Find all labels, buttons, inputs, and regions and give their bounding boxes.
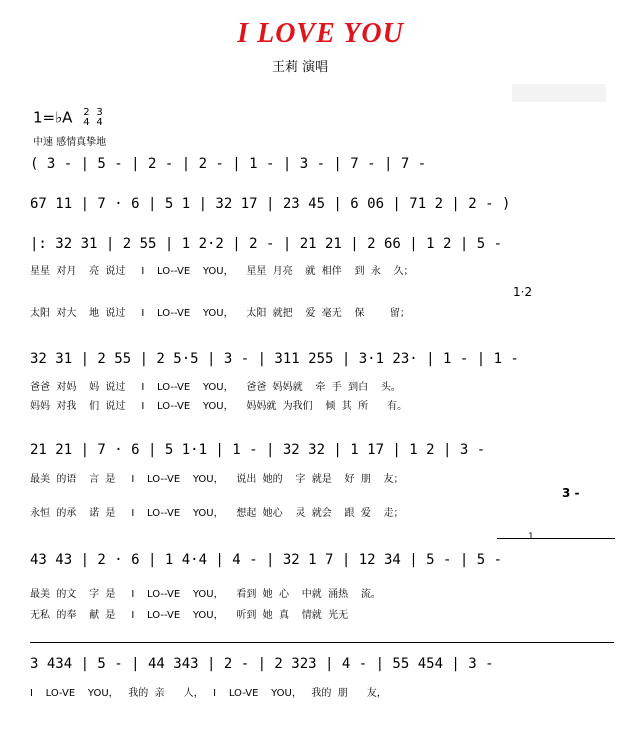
key-label: 1=♭A [33,108,73,127]
volta-bracket [497,538,615,539]
meter-b [96,108,102,128]
lyric-row-5a: 最美 的语 言 是 I LO--VE YOU， 说出 她的 字 就是 好 朋 友； [30,474,404,485]
meter-a-num: 2 [83,107,90,118]
alt-ending: 1·2 [513,285,533,299]
score-row-5: 21 21 | 7 · 6 | 5 1·1 | 1 - | 32 32 | 1 17 | 1 2 | 3 - [30,442,486,458]
performer-credit: 王莉 演唱 [272,60,329,75]
score-row-3: |: 32 31 | 2 55 | 1 2·2 | 2 - | 21 21 | 2 66 | 1 2 | 5 - [30,236,503,252]
alt-note: 3 - [562,486,580,500]
meter-b-den: 4 [96,117,103,128]
tempo-mark: 中速 感情真挚地 [33,137,107,148]
lyric-row-6b: 无私 的奉 献 是 I LO--VE YOU， 听到 她 真 情就 光无 [30,610,349,621]
score-row-6: 43 43 | 2 · 6 | 1 4·4 | 4 - | 32 1 7 | 12 34 | 5 - | 5 - [30,552,503,568]
watermark-area [512,84,606,102]
key-signature [33,108,103,128]
score-row-1: ( 3 - | 5 - | 2 - | 2 - | 1 - | 3 - | 7 - | 7 - [30,156,427,172]
song-title: I LOVE YOU [237,18,404,49]
score-row-2: 67 11 | 7 · 6 | 5 1 | 32 17 | 23 45 | 6 06 | 71 2 | 2 - ) [30,196,511,212]
meter-a [83,108,89,128]
lyric-row-5b: 永恒 的承 诺 是 I LO--VE YOU， 想起 她心 灵 就会 跟 爱 走； [30,508,404,519]
lyric-row-7a: I LO-VE YOU， 我的 亲 人， I LO-VE YOU， 我的 朋 友， [30,688,387,699]
volta-label: 1 [528,532,534,542]
lyric-row-4a: 爸爸 对妈 妈 说过 I LO--VE YOU， 爸爸 妈妈就 牵 手 到白 头。 [30,382,401,393]
lyric-row-3a: 星星 对月 亮 说过 I LO--VE YOU， 星星 月亮 就 相伴 到 永 久； [30,266,414,277]
meter-b-num: 3 [96,107,103,118]
system-divider [30,642,614,643]
score-row-4: 32 31 | 2 55 | 2 5·5 | 3 - | 311 255 | 3·1 23· | 1 - | 1 - [30,351,519,367]
lyric-row-4b: 妈妈 对我 们 说过 I LO--VE YOU， 妈妈就 为我们 倾 其 所 有。 [30,401,408,412]
lyric-row-6a: 最美 的文 字 是 I LO--VE YOU， 看到 她 心 中就 涌热 流。 [30,589,381,600]
meter-a-den: 4 [83,117,90,128]
lyric-row-3b: 太阳 对大 地 说过 I LO--VE YOU， 太阳 就把 爱 毫无 保 留； [30,308,410,319]
score-row-7: 3 434 | 5 - | 44 343 | 2 - | 2 323 | 4 - | 55 454 | 3 - [30,656,494,672]
